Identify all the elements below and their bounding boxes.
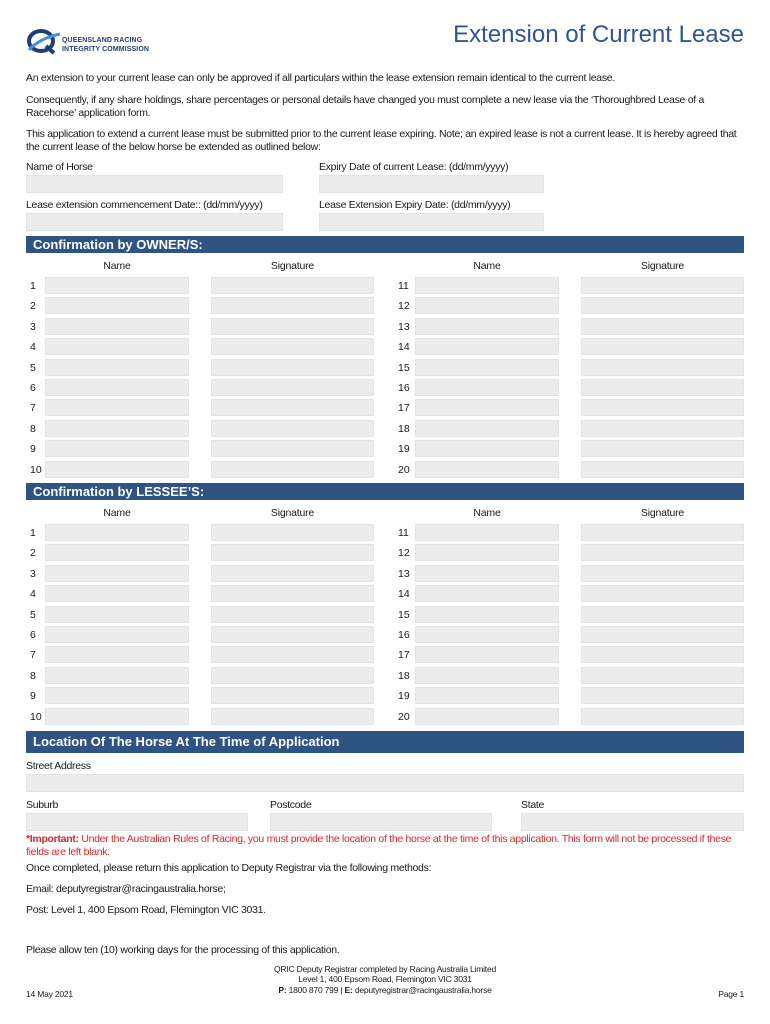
row-number: 5 [30,361,36,374]
street-address-input[interactable] [26,774,744,792]
row-number: 18 [398,422,410,435]
qric-emblem-icon [26,26,62,56]
name-input[interactable] [415,297,559,314]
name-input[interactable] [415,399,559,416]
signature-input[interactable] [211,708,374,725]
signature-input[interactable] [581,359,744,376]
qric-logo [26,26,161,58]
page-title: Extension of Current Lease [453,21,744,48]
signature-column-header: Signature [270,507,315,519]
extension-expiry-input[interactable] [319,213,544,231]
row-number: 16 [398,382,410,394]
name-input[interactable] [45,646,189,663]
signature-input[interactable] [211,544,374,561]
row-number: 7 [30,402,36,415]
signature-input[interactable] [211,297,374,314]
row-number: 5 [30,608,36,621]
postcode-input[interactable] [270,813,492,831]
signature-input[interactable] [581,687,744,704]
signature-input[interactable] [211,565,374,582]
expiry-date-input[interactable] [319,175,544,193]
commencement-date-label: Lease extension commencement Date:: (dd/mm/yyyy) [26,199,263,211]
name-input[interactable] [415,524,559,541]
row-number: 6 [30,382,36,394]
signature-input[interactable] [211,667,374,684]
name-input[interactable] [415,420,559,437]
name-input[interactable] [45,461,189,478]
signature-input[interactable] [211,626,374,643]
signature-input[interactable] [211,524,374,541]
row-number: 3 [30,320,36,333]
street-address-label: Street Address [26,760,91,772]
name-input[interactable] [415,318,559,335]
state-label: State [521,799,545,811]
signature-column-header: Signature [640,507,685,519]
name-column-header: Name [103,260,131,272]
name-input[interactable] [415,606,559,623]
name-input[interactable] [415,687,559,704]
row-number: 19 [398,443,410,456]
row-number: 20 [398,710,410,723]
row-number: 14 [398,588,410,601]
row-number: 12 [398,300,410,313]
signature-column-header: Signature [640,260,685,272]
name-input[interactable] [45,565,189,582]
name-input[interactable] [415,461,559,478]
lessees-section-header: Confirmation by LESSEE’S: [26,483,744,500]
signature-input[interactable] [211,338,374,355]
extension-expiry-label: Lease Extension Expiry Date: (dd/mm/yyyy) [319,199,511,211]
postcode-label: Postcode [270,799,312,811]
name-input[interactable] [415,338,559,355]
signature-input[interactable] [211,318,374,335]
location-section-header: Location Of The Horse At The Time of Application [26,731,744,753]
signature-input[interactable] [581,440,744,457]
footer-line-2: Level 1, 400 Epsom Road, Flemington VIC 3031 [298,974,472,985]
name-column-header: Name [473,260,501,272]
name-input[interactable] [45,297,189,314]
signature-input[interactable] [581,565,744,582]
name-input[interactable] [45,708,189,725]
signature-input[interactable] [581,544,744,561]
signature-input[interactable] [581,626,744,643]
name-input[interactable] [45,420,189,437]
row-number: 8 [30,669,36,682]
intro-paragraph-2: Consequently, if any share holdings, share percentages or personal details have changed you must complete a new lease via the ‘Thoroughbred Lease of a Racehorse’ application form. [26,94,705,119]
state-input[interactable] [521,813,744,831]
signature-input[interactable] [581,297,744,314]
row-number: 9 [30,690,36,703]
signature-input[interactable] [581,524,744,541]
signature-input[interactable] [211,379,374,396]
signature-input[interactable] [211,585,374,602]
signature-input[interactable] [211,687,374,704]
signature-input[interactable] [581,646,744,663]
row-number: 12 [398,547,410,560]
signature-input[interactable] [581,606,744,623]
suburb-label: Suburb [26,799,59,811]
signature-input[interactable] [211,646,374,663]
row-number: 13 [398,320,410,333]
name-input[interactable] [415,277,559,294]
footer-line-1: QRIC Deputy Registrar completed by Racing Australia Limited [273,964,497,974]
row-number: 8 [30,422,36,435]
name-input[interactable] [45,379,189,396]
submission-instructions: Once completed, please return this application to Deputy Registrar via the following methods: [26,862,432,874]
signature-input[interactable] [211,399,374,416]
row-number: 6 [30,629,36,641]
signature-input[interactable] [581,420,744,437]
row-number: 11 [398,280,409,292]
footer-line-3: P: 1800 870 799 | E: deputyregistrar@racingaustralia.horse [278,984,492,995]
row-number: 13 [398,567,410,580]
name-input[interactable] [415,708,559,725]
row-number: 17 [398,402,410,415]
name-input[interactable] [45,544,189,561]
row-number: 18 [398,669,410,682]
name-input[interactable] [45,338,189,355]
signature-input[interactable] [581,277,744,294]
signature-input[interactable] [581,667,744,684]
signature-input[interactable] [211,420,374,437]
signature-input[interactable] [581,585,744,602]
name-of-horse-label: Name of Horse [26,161,93,173]
row-number: 15 [398,608,410,621]
name-input[interactable] [415,585,559,602]
important-label: *Important: [26,833,79,845]
row-number: 2 [30,547,36,560]
row-number: 19 [398,690,410,703]
signature-input[interactable] [211,440,374,457]
name-input[interactable] [45,399,189,416]
row-number: 14 [398,341,410,354]
name-input[interactable] [45,585,189,602]
signature-input[interactable] [211,461,374,478]
name-input[interactable] [45,318,189,335]
name-input[interactable] [415,646,559,663]
expiry-date-label: Expiry Date of current Lease: (dd/mm/yyyy) [319,161,509,173]
name-input[interactable] [415,544,559,561]
row-number: 10 [30,710,42,723]
name-of-horse-input[interactable] [26,175,283,193]
name-input[interactable] [45,440,189,457]
important-text: Under the Australian Rules of Racing, you must provide the location of the horse at the time of this application. This form will not be processed if these fields are left blank. [26,833,732,858]
signature-column-header: Signature [270,260,315,272]
signature-input[interactable] [581,338,744,355]
footer-date: 14 May 2021 [26,989,73,999]
signature-input[interactable] [581,708,744,725]
signature-input[interactable] [211,606,374,623]
name-input[interactable] [415,379,559,396]
name-column-header: Name [103,507,131,519]
row-number: 2 [30,300,36,313]
row-number: 20 [398,463,410,476]
name-input[interactable] [415,440,559,457]
intro-paragraph-1: An extension to your current lease can only be approved if all particulars within the lease extension remain identical to the current lease. [26,72,615,84]
signature-input[interactable] [581,318,744,335]
name-input[interactable] [45,277,189,294]
owners-section-header: Confirmation by OWNER/S: [26,236,744,253]
row-number: 9 [30,443,36,456]
name-input[interactable] [45,524,189,541]
submission-post: Post: Level 1, 400 Epsom Road, Flemington VIC 3031. [26,904,266,916]
row-number: 4 [30,341,36,354]
name-input[interactable] [45,687,189,704]
row-number: 4 [30,588,36,601]
commencement-date-input[interactable] [26,213,283,231]
signature-input[interactable] [211,359,374,376]
row-number: 16 [398,629,410,641]
important-notice [26,833,744,859]
row-number: 7 [30,649,36,662]
name-input[interactable] [415,626,559,643]
row-number: 10 [30,463,42,476]
signature-input[interactable] [581,399,744,416]
row-number: 17 [398,649,410,662]
page-number: Page 1 [718,989,744,999]
signature-input[interactable] [211,277,374,294]
row-number: 1 [30,527,36,539]
name-input[interactable] [415,667,559,684]
row-number: 11 [398,527,409,539]
row-number: 1 [30,280,36,292]
footer-contact [200,964,570,995]
name-input[interactable] [415,359,559,376]
signature-input[interactable] [581,461,744,478]
name-input[interactable] [45,626,189,643]
name-input[interactable] [45,667,189,684]
submission-email: Email: deputyregistrar@racingaustralia.horse; [26,883,226,895]
row-number: 15 [398,361,410,374]
row-number: 3 [30,567,36,580]
processing-note: Please allow ten (10) working days for the processing of this application. [26,944,340,956]
name-column-header: Name [473,507,501,519]
name-input[interactable] [45,606,189,623]
suburb-input[interactable] [26,813,248,831]
name-input[interactable] [415,565,559,582]
name-input[interactable] [45,359,189,376]
intro-paragraph-3: This application to extend a current lease must be submitted prior to the current lease expiring. Note; an expired lease is not a current lease. It is hereby agreed that the current lease of the below horse be extended as outlined below: [26,128,737,153]
signature-input[interactable] [581,379,744,396]
logo-text: QUEENSLAND RACING INTEGRITY COMMISSION [62,37,150,53]
